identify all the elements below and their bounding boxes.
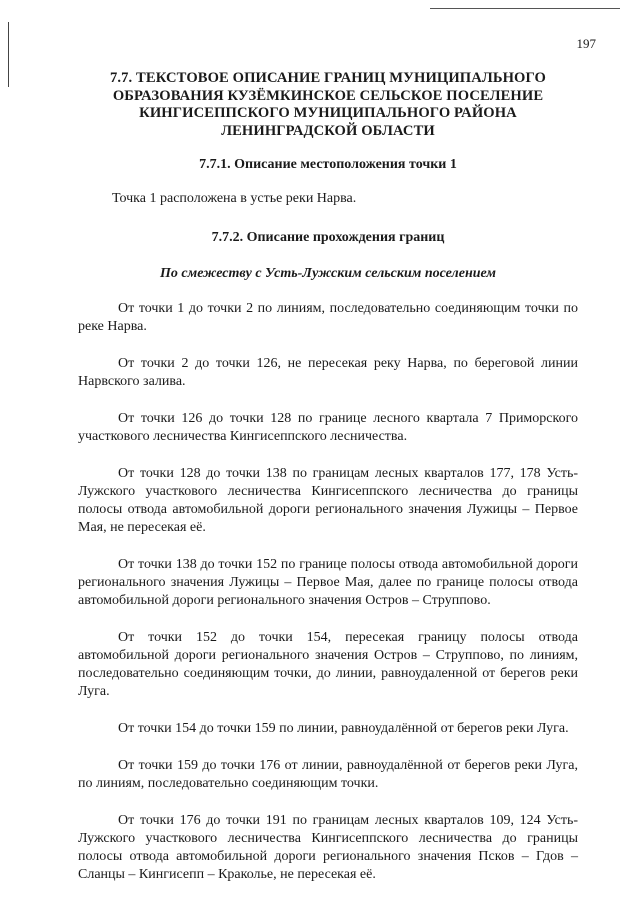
- document-body: [78, 70, 578, 884]
- title-line-3: КИНГИСЕППСКОГО МУНИЦИПАЛЬНОГО РАЙОНА: [139, 105, 517, 121]
- title-line-1: 7.7. ТЕКСТОВОЕ ОПИСАНИЕ ГРАНИЦ МУНИЦИПАЛЬНОГО: [110, 70, 546, 86]
- title-line-4: ЛЕНИНГРАДСКОЙ ОБЛАСТИ: [221, 122, 435, 139]
- title-line-2: ОБРАЗОВАНИЯ КУЗЁМКИНСКОЕ СЕЛЬСКОЕ ПОСЕЛЕНИЕ: [112, 87, 544, 104]
- adjacency-subheading: По смежеству с Усть-Лужским сельским поселением: [160, 266, 496, 281]
- section-heading-772: 7.7.2. Описание прохождения границ: [211, 230, 445, 245]
- scan-artifact-edge: [8, 22, 9, 87]
- point-1-description: Точка 1 расположена в устье реки Нарва.: [112, 191, 357, 206]
- scan-artifact-line: [430, 8, 620, 9]
- boundary-paragraph: От точки 152 до точки 154, пересекая границу полосы отвода автомобильной дороги регионального значения Остров – Струппово, по линиям, последовательно соединяющим точки, до линии, равноудаленной от берегов реки Луга.: [78, 630, 578, 699]
- document-title: [78, 70, 578, 140]
- boundary-paragraph: От точки 126 до точки 128 по границе лесного квартала 7 Приморского участкового лесничества Кингисеппского лесничества.: [78, 411, 578, 444]
- page-number: 197: [576, 36, 596, 51]
- boundary-paragraph: От точки 154 до точки 159 по линии, равноудалённой от берегов реки Луга.: [118, 721, 569, 736]
- boundary-paragraph: От точки 176 до точки 191 по границам лесных кварталов 109, 124 Усть-Лужского участкового лесничества Кингисеппского лесничества до границы полосы отвода автомобильной дороги регионального значения Псков – Гдов – Сланцы – Кингисепп – Кракольe, не пересекая её.: [78, 813, 578, 882]
- section-heading-771: 7.7.1. Описание местоположения точки 1: [199, 157, 457, 172]
- boundary-paragraph: От точки 2 до точки 126, не пересекая реку Нарва, по береговой линии Нарвского залива.: [78, 356, 578, 389]
- boundary-paragraph: От точки 1 до точки 2 по линиям, последовательно соединяющим точки по реке Нарва.: [78, 301, 578, 334]
- boundary-paragraph: От точки 128 до точки 138 по границам лесных кварталов 177, 178 Усть-Лужского участкового лесничества Кингисеппского лесничества до границы полосы отвода автомобильной дороги регионального значения Лужицы – Первое Мая, не пересекая её.: [78, 466, 578, 535]
- boundary-paragraph: От точки 138 до точки 152 по границе полосы отвода автомобильной дороги регионального значения Лужицы – Первое Мая, далее по границе полосы отвода автомобильной дороги регионального значения Остров – Струппово.: [78, 557, 578, 608]
- boundary-paragraph: От точки 159 до точки 176 от линии, равноудалённой от берегов реки Луга, по линиям, последовательно соединяющим точки.: [78, 758, 578, 791]
